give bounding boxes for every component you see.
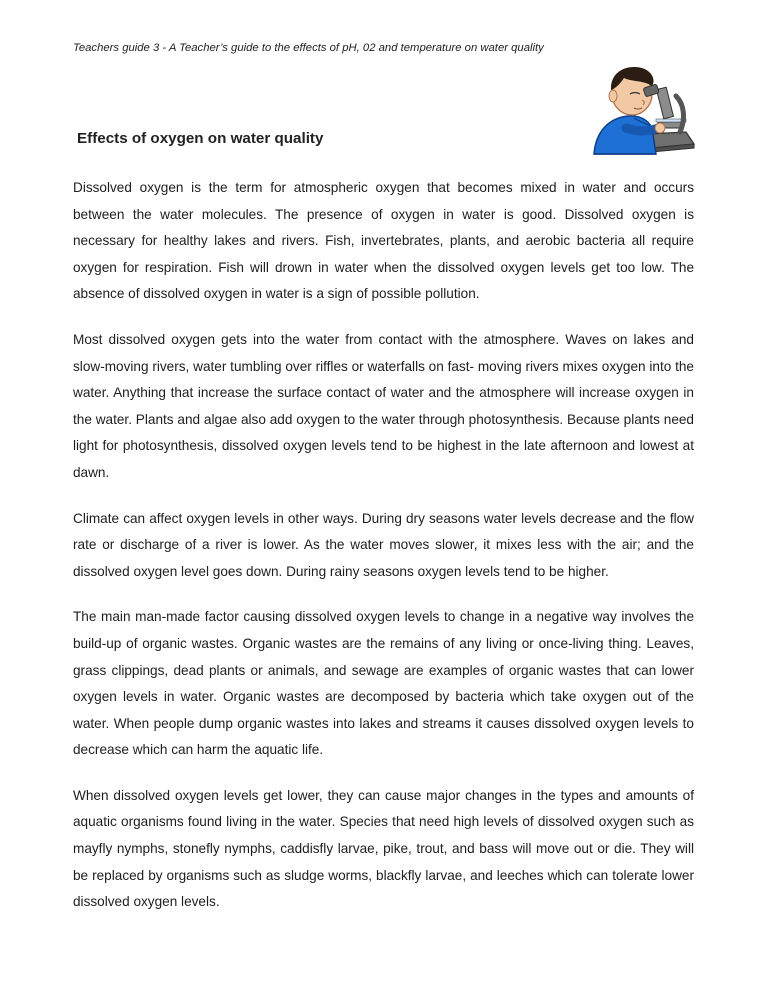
paragraph: When dissolved oxygen levels get lower, they can cause major changes in the types and amounts of aquatic organisms found living in the water. Species that need high levels of dissolved oxygen such as mayfly nymphs, stonefly nymphs, caddisfly larvae, pike, trout, and bass will move out or die. They will be replaced by organisms such as sludge worms, blackfly larvae, and leeches which can tolerate lower dissolved oxygen levels.	[73, 787, 694, 910]
paragraph: Most dissolved oxygen gets into the water from contact with the atmosphere. Waves on lakes and slow-moving rivers, water tumbling over riffles or waterfalls on fast- moving rivers mixes oxygen into the water. Anything that increase the surface contact of water and the atmosphere will increase oxygen in the water. Plants and algae also add oxygen to the water through photosynthesis. Because plants need light for photosynthesis, dissolved oxygen levels tend to be highest in the late afternoon and lowest at dawn.	[73, 331, 694, 480]
section-heading: Effects of oxygen on water quality	[77, 130, 324, 147]
paragraph: The main man-made factor causing dissolved oxygen levels to change in a negative way involves the build-up of organic wastes. Organic wastes are the remains of any living or once-living thing. Leaves, grass clippings, dead plants or animals, and sewage are examples of organic wastes that can lower oxygen levels in water. Organic wastes are decomposed by bacteria which take oxygen out of the water. When people dump organic wastes into lakes and streams it causes dissolved oxygen levels to decrease which can harm the aquatic life.	[73, 609, 694, 758]
running-header: Teachers guide 3 - A Teacher’s guide to the effects of pH, 02 and temperature on water quality	[73, 42, 544, 54]
paragraph: Dissolved oxygen is the term for atmospheric oxygen that becomes mixed in water and occurs between the water molecules. The presence of oxygen in water is good. Dissolved oxygen is necessary for healthy lakes and rivers. Fish, invertebrates, plants, and aerobic bacteria all require oxygen for respiration. Fish will drown in water when the dissolved oxygen levels get too low. The absence of dissolved oxygen in water is a sign of possible pollution.	[73, 180, 694, 302]
scientist-microscope-icon	[586, 58, 706, 156]
body-text	[73, 175, 694, 935]
paragraph: Climate can affect oxygen levels in other ways. During dry seasons water levels decrease and the flow rate or discharge of a river is lower. As the water moves slower, it mixes less with the air; and the dissolved oxygen level goes down. During rainy seasons oxygen levels tend to be higher.	[73, 510, 694, 579]
